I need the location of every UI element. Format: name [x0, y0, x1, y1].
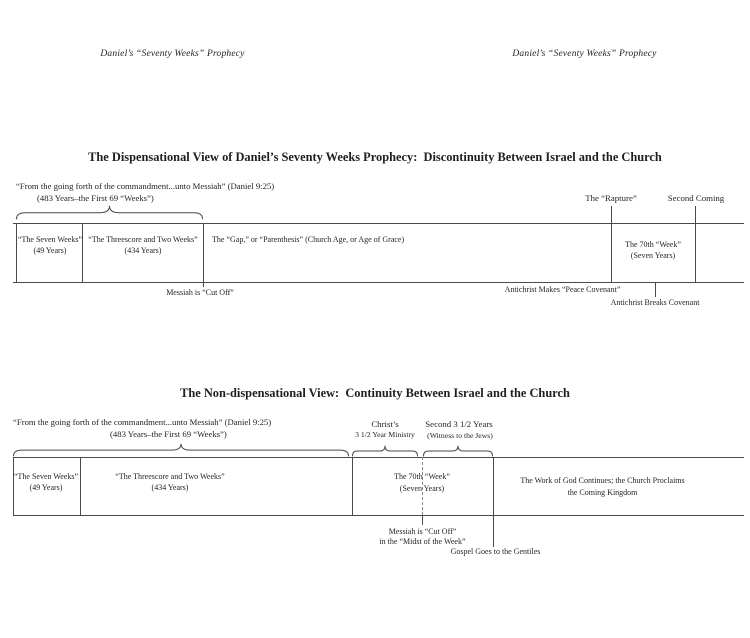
divider-messiah-cut-off: [203, 223, 204, 287]
peace-covenant-note: Antichrist Makes “Peace Covenant”: [504, 285, 621, 294]
segment2-work-of-god-line1: The Work of God Continues; the Church Proclaims: [520, 476, 685, 485]
nondispensational-quote-line2: (483 Years–the First 69 “Weeks”): [110, 429, 227, 439]
messiah-cut-off-note2-line1: Messiah is “Cut Off”: [388, 527, 457, 536]
timeline2-top-line: [13, 457, 744, 458]
segment2-seven-weeks-line1: “The Seven Weeks”: [13, 472, 79, 481]
dispensational-title: The Dispensational View of Daniel’s Seventy Weeks Prophecy: Discontinuity Between Israel and the Church: [88, 150, 662, 164]
dispensational-quote-line1: “From the going forth of the commandment...unto Messiah” (Daniel 9:25): [16, 181, 275, 191]
segment-seven-weeks-line2: (49 Years): [33, 246, 67, 255]
nondispensational-quote-line1: “From the going forth of the commandment...unto Messiah” (Daniel 9:25): [13, 417, 272, 427]
running-head-right: Daniel’s “Seventy Weeks” Prophecy: [512, 49, 657, 59]
messiah-cut-off-note2-line2: in the “Midst of the Week”: [379, 537, 466, 546]
nondispensational-title: The Non-dispensational View: Continuity Between Israel and the Church: [180, 386, 570, 400]
segment2-threescore-line1: “The Threescore and Two Weeks”: [115, 472, 225, 481]
divider2-threescore-70th: [352, 457, 353, 515]
covenant-broken-tick: [655, 282, 656, 297]
segment2-70th-week-line2: (Seven Years): [399, 484, 445, 493]
messiah-cut-off-tick: [422, 515, 423, 525]
segment2-threescore-line2: (434 Years): [151, 483, 189, 492]
segment-threescore-line1: “The Threescore and Two Weeks”: [88, 235, 198, 244]
segment-threescore-line2: (434 Years): [124, 246, 162, 255]
segment2-70th-week-line1: The 70th “Week”: [394, 472, 450, 481]
breaks-covenant-note: Antichrist Breaks Covenant: [610, 298, 700, 307]
segment-70th-week-line1: The 70th “Week”: [625, 240, 681, 249]
messiah-cut-off-note: Messiah is “Cut Off”: [166, 288, 234, 297]
gospel-gentiles-note: Gospel Goes to the Gentiles: [450, 547, 541, 556]
segment2-work-of-god-line2: the Coming Kingdom: [567, 488, 638, 497]
brace-483-years-2: [13, 443, 349, 456]
brace-ministry: [352, 445, 418, 456]
christs-ministry-label-line2: 3 1/2 Year Ministry: [355, 430, 415, 439]
second-half-label-line1: Second 3 1/2 Years: [425, 419, 493, 429]
timeline1-top-line: [13, 223, 744, 224]
christs-ministry-label-line1: Christ’s: [371, 419, 399, 429]
second-half-label-line2: (Witness to the Jews): [427, 431, 493, 440]
running-head-left: Daniel’s “Seventy Weeks” Prophecy: [100, 49, 245, 59]
second-coming-label: Second Coming: [667, 193, 725, 203]
segment-gap-label: The “Gap,” or “Parenthesis” (Church Age, or Age of Grace): [212, 235, 405, 244]
dispensational-quote-line2: (483 Years–the First 69 “Weeks”): [37, 193, 154, 203]
timeline1-bottom-line: [13, 282, 744, 283]
segment-seven-weeks-line1: “The Seven Weeks”: [17, 235, 83, 244]
gospel-to-gentiles-line: [493, 457, 494, 547]
timeline2-bottom-line: [13, 515, 744, 516]
segment2-seven-weeks-line2: (49 Years): [29, 483, 63, 492]
brace-483-years: [16, 205, 203, 219]
rapture-label: The “Rapture”: [585, 193, 637, 203]
brace-witness: [423, 445, 493, 456]
segment-70th-week-line2: (Seven Years): [630, 251, 676, 260]
